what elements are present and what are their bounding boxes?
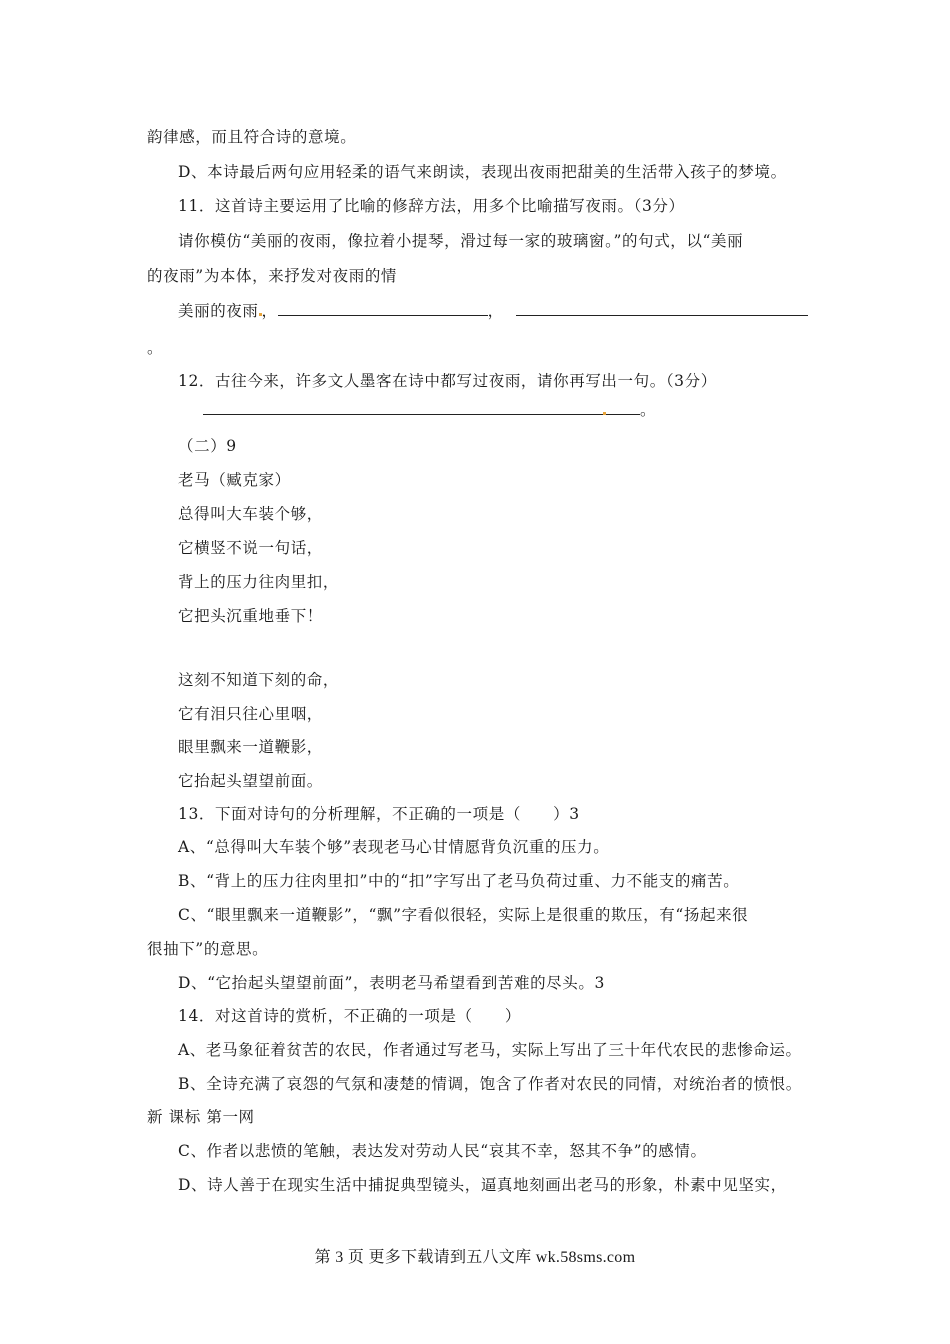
poem-line: 它抬起头望望前面。 <box>178 772 323 790</box>
question-12: 12．古往今来，许多文人墨客在诗中都写过夜雨，请你再写出一句。（3分） <box>178 372 717 390</box>
text-line: 韵律感，而且符合诗的意境。 <box>147 128 357 146</box>
question-13: 13．下面对诗句的分析理解，不正确的一项是（ ）3 <box>178 805 580 823</box>
question-14: 14．对这首诗的赏析，不正确的一项是（ ） <box>178 1007 521 1025</box>
answer-line-11 <box>178 301 808 321</box>
option-c: C、“眼里飘来一道鞭影”，“飘”字看似很轻，实际上是很重的欺压，有“扬起来很 <box>178 906 749 924</box>
poem-line: 眼里飘来一道鞭影， <box>178 738 323 756</box>
poem-line: 这刻不知道下刻的命， <box>178 671 340 689</box>
option-c-cont: 很抽下”的意思。 <box>147 940 269 958</box>
period-mark: 。 <box>640 401 657 419</box>
answer-blank-2[interactable] <box>516 301 808 316</box>
question-11-instruction: 请你模仿“美丽的夜雨，像拉着小提琴，滑过每一家的玻璃窗。”的句式，以“美丽 <box>178 232 744 250</box>
page-footer: 第 3 页 更多下载请到五八文库 wk.58sms.com <box>314 1249 636 1266</box>
question-11-instruction-cont: 的夜雨”为本体，来抒发对夜雨的情 <box>147 267 398 285</box>
poem-title: 老马（臧克家） <box>178 471 291 489</box>
poem-line: 它有泪只往心里咽， <box>178 705 323 723</box>
watermark-text: 新 课标 第一网 <box>147 1108 255 1126</box>
section-heading: （二）9 <box>178 437 237 455</box>
option-d: D、诗人善于在现实生活中捕捉典型镜头，逼真地刻画出老马的形象，朴素中见坚实， <box>178 1176 787 1194</box>
poem-line: 总得叫大车装个够， <box>178 505 323 523</box>
separator: ， <box>487 302 504 320</box>
poem-line: 背上的压力往肉里扣， <box>178 573 340 591</box>
option-b: B、全诗充满了哀怨的气氛和凄楚的情调，饱含了作者对农民的同情，对统治者的愤恨。 <box>178 1075 802 1093</box>
option-b: B、“背上的压力往肉里扣”中的“扣”字写出了老马负荷过重、力不能支的痛苦。 <box>178 872 740 890</box>
poem-line: 它把头沉重地垂下！ <box>178 607 323 625</box>
poem-line: 它横竖不说一句话， <box>178 539 323 557</box>
question-11: 11．这首诗主要运用了比喻的修辞方法，用多个比喻描写夜雨。（3分） <box>178 197 685 215</box>
separator: ， <box>261 302 278 320</box>
period-mark: 。 <box>147 339 164 357</box>
option-d-line: D、本诗最后两句应用轻柔的语气来朗读，表现出夜雨把甜美的生活带入孩子的梦境。 <box>178 163 787 181</box>
answer-prefix: 美丽的夜雨 <box>178 302 259 320</box>
option-c: C、作者以悲愤的笔触，表达发对劳动人民“哀其不幸，怒其不争”的感情。 <box>178 1142 707 1160</box>
answer-line-12 <box>203 400 656 420</box>
option-a: A、“总得叫大车装个够”表现老马心甘情愿背负沉重的压力。 <box>178 838 610 856</box>
option-d: D、“它抬起头望望前面”，表明老马希望看到苦难的尽头。3 <box>178 974 605 992</box>
answer-blank-1[interactable] <box>278 301 488 316</box>
answer-blank-3[interactable] <box>203 400 603 415</box>
answer-blank-4[interactable] <box>606 400 640 415</box>
option-a: A、老马象征着贫苦的农民，作者通过写老马，实际上写出了三十年代农民的悲惨命运。 <box>178 1041 802 1059</box>
